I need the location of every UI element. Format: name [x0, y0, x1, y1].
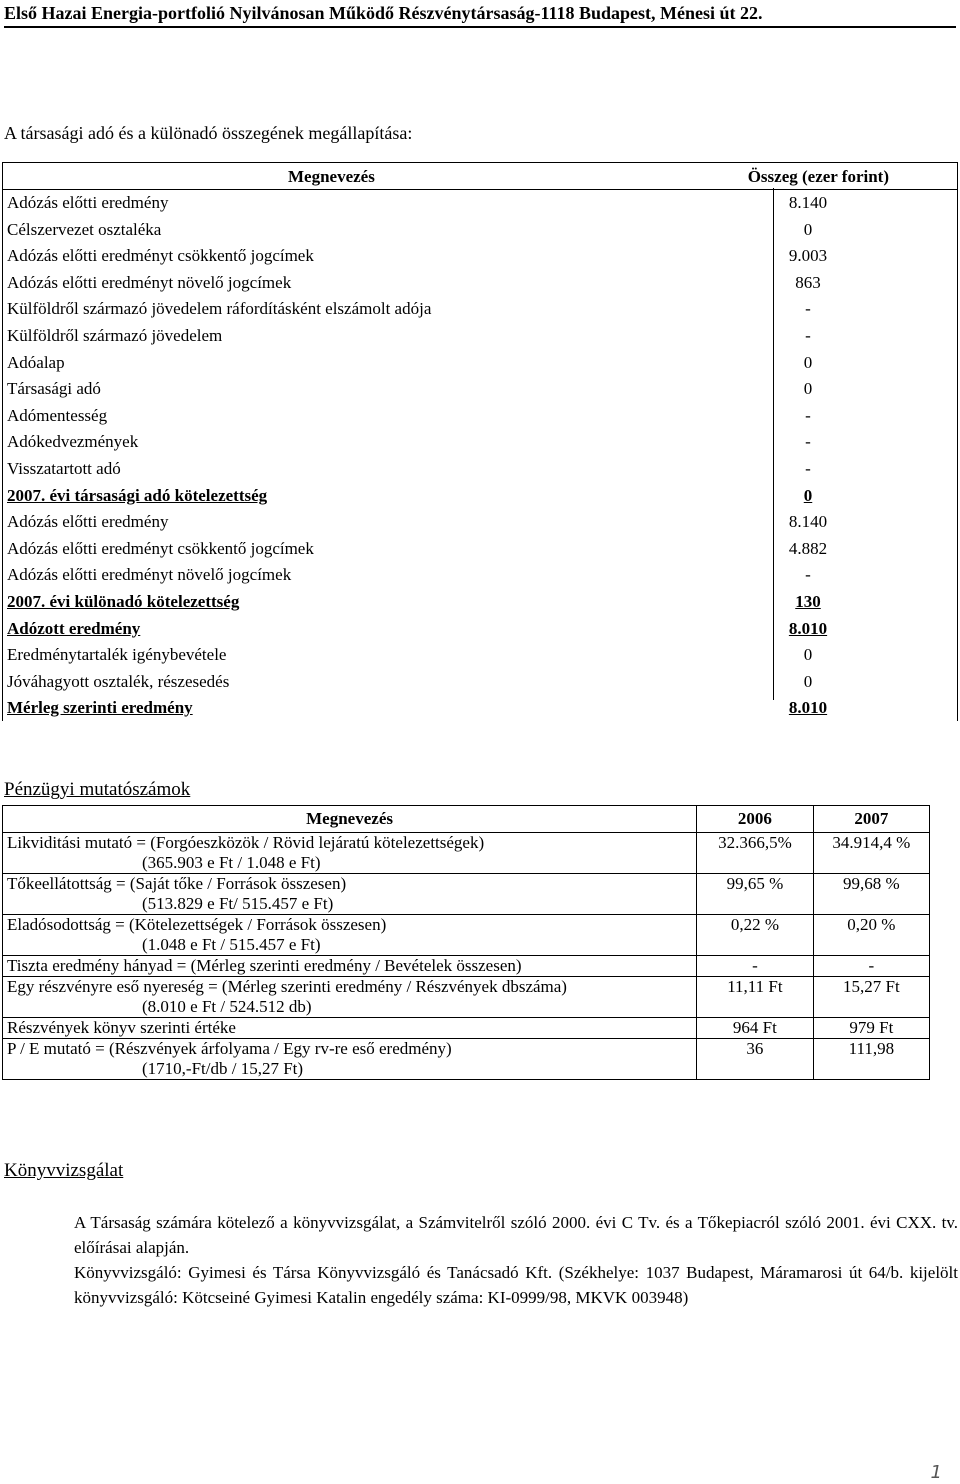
tax-row-name: Külföldről származó jövedelem [7, 325, 223, 345]
tax-row [3, 189, 957, 216]
ratio-name: Tőkeellátottság = (Saját tőke / Források összesen) [7, 874, 347, 893]
ratio-col-2006: 2006 [697, 806, 814, 833]
tax-row [3, 535, 957, 562]
tax-row [3, 588, 957, 615]
tax-row-name: Társasági adó [7, 379, 101, 399]
ratio-2007-value: 34.914,4 % [813, 833, 929, 874]
tax-row-name: Visszatartott adó [7, 458, 121, 478]
ratio-header-row [3, 806, 930, 833]
tax-table-header [3, 163, 957, 189]
ratio-name: Likviditási mutató = (Forgóeszközök / Rövid lejáratú kötelezettségek) [7, 833, 485, 852]
tax-row-value: 8.140 [788, 512, 828, 532]
ratio-row [3, 1018, 930, 1039]
ratio-formula: (1.048 e Ft / 515.457 e Ft) [142, 935, 321, 954]
ratio-2006-value: - [697, 956, 814, 977]
ratio-col-name: Megnevezés [3, 806, 697, 833]
tax-row [3, 561, 957, 588]
tax-table [2, 162, 958, 721]
ratio-body [3, 833, 930, 1080]
ratio-formula: (365.903 e Ft / 1.048 e Ft) [142, 853, 321, 872]
tax-row-value: 0 [803, 671, 813, 691]
tax-row-value: 0 [803, 379, 813, 399]
ratio-formula: (8.010 e Ft / 524.512 db) [142, 997, 312, 1016]
tax-row-name: Adózott eredmény [7, 618, 141, 638]
ratio-name-cell [3, 915, 697, 956]
tax-row [3, 349, 957, 376]
tax-row-name: Adóalap [7, 352, 65, 372]
ratio-row [3, 956, 930, 977]
ratio-2007-value: 15,27 Ft [813, 977, 929, 1018]
tax-row-name: Adózás előtti eredményt növelő jogcímek [7, 272, 292, 292]
tax-row-value: - [805, 405, 811, 425]
ratio-2006-value: 99,65 % [697, 874, 814, 915]
ratio-formula: (513.829 e Ft/ 515.457 e Ft) [142, 894, 334, 913]
ratio-name-cell [3, 833, 697, 874]
tax-row-name: Adókedvezmények [7, 432, 139, 452]
tax-row-name: 2007. évi társasági adó kötelezettség [7, 485, 268, 505]
ratio-row [3, 915, 930, 956]
ratio-2006-value: 964 Ft [697, 1018, 814, 1039]
ratio-name-cell [3, 1018, 697, 1039]
tax-row-value: 863 [795, 272, 821, 292]
tax-row [3, 455, 957, 482]
tax-row-name: Külföldről származó jövedelem ráfordításként elszámolt adója [7, 299, 432, 319]
document-header: Első Hazai Energia-portfolió Nyilvánosan Működő Részvénytársaság-1118 Budapest, Ménesi út 22. [4, 0, 956, 28]
section-title: A társasági adó és a különadó összegének megállapítása: [4, 123, 413, 143]
tax-row-name: Adómentesség [7, 405, 108, 425]
ratio-formula: (1710,-Ft/db / 15,27 Ft) [142, 1059, 304, 1078]
tax-row-value: 0 [803, 219, 813, 239]
tax-row-name: Adózás előtti eredményt csökkentő jogcímek [7, 538, 314, 558]
tax-row [3, 428, 957, 455]
tax-row-value: - [805, 299, 811, 319]
tax-row-value: 9.003 [788, 246, 828, 266]
tax-row-value: - [805, 325, 811, 345]
tax-row-name: Adózás előtti eredményt növelő jogcímek [7, 565, 292, 585]
tax-row-value: - [805, 432, 811, 452]
tax-row-value: 8.140 [788, 193, 828, 212]
tax-row-name: Eredménytartalék igénybevétele [7, 645, 227, 665]
ratio-2007-value: 99,68 % [813, 874, 929, 915]
ratio-2006-value: 36 [697, 1039, 814, 1080]
tax-row-value: - [805, 458, 811, 478]
ratios-title: Pénzügyi mutatószámok [4, 779, 191, 800]
tax-row-name: Adózás előtti eredmény [7, 193, 169, 212]
ratio-col-2007: 2007 [813, 806, 929, 833]
audit-title: Könyvvizsgálat [4, 1160, 124, 1181]
tax-row-value: 8.010 [788, 618, 828, 638]
tax-col-name: Megnevezés [288, 167, 375, 186]
ratio-row [3, 1039, 930, 1080]
ratio-name-cell [3, 1039, 697, 1080]
tax-row-name: Célszervezet osztaléka [7, 219, 162, 239]
ratio-row [3, 977, 930, 1018]
tax-row [3, 269, 957, 296]
tax-row [3, 402, 957, 429]
tax-row-value: 130 [795, 591, 821, 611]
ratio-2007-value: 979 Ft [813, 1018, 929, 1039]
tax-col-value: Összeg (ezer forint) [747, 167, 889, 186]
ratio-row [3, 874, 930, 915]
page-number: 1 [930, 1462, 942, 1483]
ratio-row [3, 833, 930, 874]
ratio-name: P / E mutató = (Részvények árfolyama / Egy rv-re eső eredmény) [7, 1039, 452, 1058]
tax-row [3, 508, 957, 535]
tax-row-value: 4.882 [788, 538, 828, 558]
tax-value-column-divider [773, 188, 774, 700]
ratio-name: Részvények könyv szerinti értéke [7, 1018, 236, 1037]
ratio-name-cell [3, 977, 697, 1018]
ratio-name: Egy részvényre eső nyereség = (Mérleg szerinti eredmény / Részvények dbszáma) [7, 977, 567, 996]
tax-row [3, 242, 957, 269]
tax-rows [3, 189, 957, 721]
tax-row-value: 0 [803, 352, 813, 372]
tax-row-value: - [805, 565, 811, 585]
tax-row-name: Adózás előtti eredmény [7, 512, 169, 532]
ratio-name: Tiszta eredmény hányad = (Mérleg szerinti eredmény / Bevételek összesen) [7, 956, 522, 975]
ratio-2006-value: 0,22 % [697, 915, 814, 956]
tax-row-name: 2007. évi különadó kötelezettség [7, 591, 240, 611]
ratio-2007-value: - [813, 956, 929, 977]
ratio-2007-value: 111,98 [813, 1039, 929, 1080]
audit-paragraph-1: A Társaság számára kötelező a könyvvizsgálat, a Számvitelről szóló 2000. évi C Tv. és a Tőkepiacról szóló 2001. évi CXX. tv. előírásai alapján. [74, 1213, 958, 1257]
ratio-2006-value: 11,11 Ft [697, 977, 814, 1018]
tax-row-name: Mérleg szerinti eredmény [7, 698, 193, 718]
tax-row [3, 295, 957, 322]
ratio-2006-value: 32.366,5% [697, 833, 814, 874]
tax-row [3, 216, 957, 243]
tax-row-value: 0 [803, 485, 813, 505]
tax-row [3, 482, 957, 509]
tax-row-name: Jóváhagyott osztalék, részesedés [7, 671, 230, 691]
tax-row [3, 375, 957, 402]
audit-paragraph-2: Könyvvizsgáló: Gyimesi és Társa Könyvvizsgáló és Tanácsadó Kft. (Székhelye: 1037 Budapest, Máramarosi út 64/b. kijelölt könyvvizsgáló: Kötcseiné Gyimesi Katalin engedély száma: KI-0999/98, MKVK 003948) [74, 1263, 958, 1307]
tax-row-value: 0 [803, 645, 813, 665]
ratio-name: Eladósodottság = (Kötelezettségek / Források összesen) [7, 915, 387, 934]
tax-row-name: Adózás előtti eredményt csökkentő jogcímek [7, 246, 314, 266]
tax-row [3, 668, 957, 695]
tax-row [3, 641, 957, 668]
tax-row-value: 8.010 [788, 698, 828, 718]
tax-row [3, 694, 957, 721]
ratio-name-cell [3, 956, 697, 977]
ratio-name-cell [3, 874, 697, 915]
ratio-table [2, 805, 930, 1080]
tax-row [3, 322, 957, 349]
ratio-2007-value: 0,20 % [813, 915, 929, 956]
tax-row [3, 615, 957, 642]
